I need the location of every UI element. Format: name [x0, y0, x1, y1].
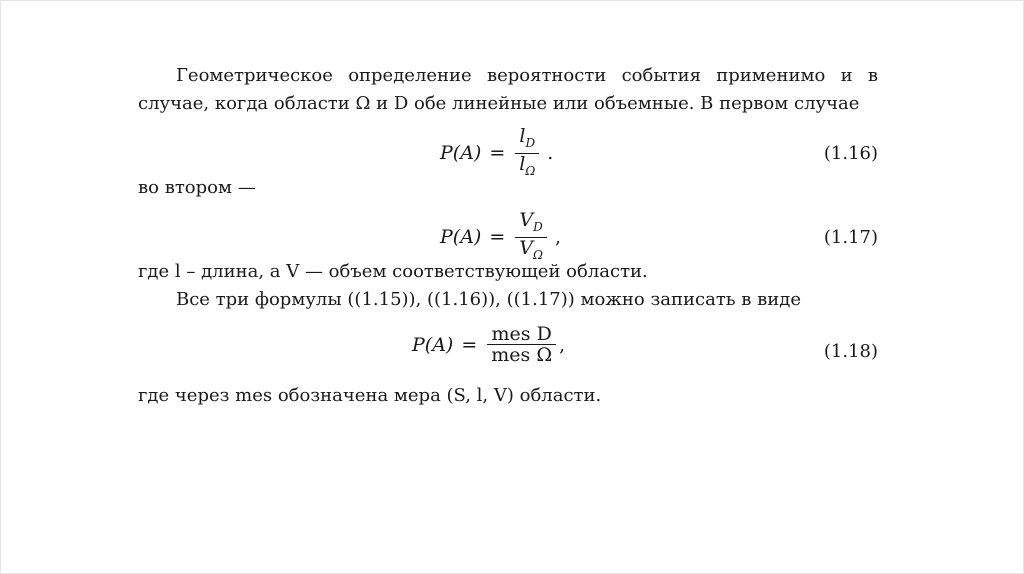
numerator-subscript: D	[533, 219, 543, 234]
formula-punctuation: .	[547, 142, 554, 165]
equals-sign: =	[489, 142, 506, 165]
formula-1-16	[440, 126, 553, 181]
equals-sign: =	[461, 333, 478, 356]
equation-number-1-17: (1.17)	[823, 227, 878, 248]
formula-1-18	[412, 324, 565, 365]
denominator-base: V	[519, 236, 533, 259]
denominator-subscript: Ω	[533, 247, 543, 262]
document-page	[138, 62, 878, 410]
formula-punctuation: ,	[559, 333, 566, 356]
text-all-three-formulas: Все три формулы ((1.15)), ((1.16)), ((1.17)) можно записать в виде	[176, 289, 802, 310]
numerator-base: l	[519, 125, 526, 147]
formula-punctuation: ,	[554, 226, 561, 249]
text-where-length-volume: где l – длина, а V — объем соответствующей области.	[138, 261, 648, 282]
text-second-case: во втором —	[138, 177, 256, 198]
fraction	[515, 210, 547, 265]
formula-lhs: P(A)	[440, 142, 482, 165]
fraction-numerator	[515, 210, 546, 237]
formula-row-1-18	[138, 314, 878, 378]
paragraph-geometric-definition: Геометрическое определение вероятности события применимо и в случае, когда области Ω и D обе линейные или объемные. В первом случае	[138, 65, 878, 114]
formula-lhs: P(A)	[412, 333, 454, 356]
fraction-denominator: mes Ω	[487, 344, 556, 365]
fraction-numerator: mes D	[491, 323, 552, 345]
numerator-subscript: D	[525, 135, 536, 150]
fraction-numerator	[515, 126, 539, 153]
fraction-denominator	[515, 153, 539, 181]
denominator-subscript: Ω	[525, 163, 536, 178]
equation-number-1-16: (1.16)	[823, 143, 878, 164]
formula-row-1-17	[138, 202, 878, 262]
denominator-base: l	[519, 152, 526, 175]
fraction-denominator	[515, 237, 547, 265]
text-measure-definition: где через mes обозначена мера (S, l, V) области.	[138, 385, 602, 406]
formula-lhs: P(A)	[440, 226, 482, 249]
fraction	[515, 126, 539, 181]
equation-number-1-18: (1.18)	[823, 341, 878, 362]
formula-1-17	[440, 210, 561, 265]
formula-row-1-16	[138, 118, 878, 178]
equals-sign: =	[489, 226, 506, 249]
fraction	[487, 324, 556, 365]
numerator-base: V	[519, 209, 534, 231]
